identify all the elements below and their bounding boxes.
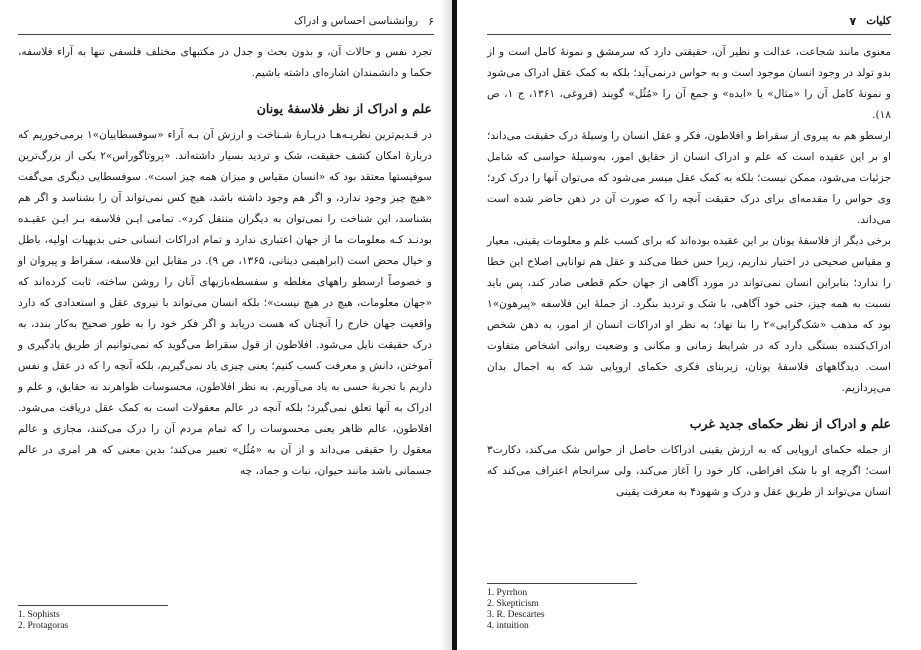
left-page (0, 0, 448, 650)
footnote: 2. Skepticism (487, 599, 539, 609)
footnotes (18, 605, 168, 632)
page-body (487, 42, 891, 503)
footnote: 1. Sophists (18, 610, 60, 620)
section-heading: علم و ادراک از نظر حکمای جدید غرب (689, 416, 891, 431)
running-header (487, 12, 891, 35)
header-title: کلیات (866, 15, 891, 27)
header-title: روانشناسی احساس و ادراک (293, 15, 419, 27)
intro-paragraph: تجرد نفس و حالات آن، و بدون بحث و جدل در مکتبهای مختلف فلسفی تنها به آراء فلاسفه، حکما و دانشمندان اشاره‌ای داشته باشیم. (18, 46, 432, 79)
body-paragraph: در قـدیم‌ترین نظریـه‌هـا دربـارهٔ شـناخت و ارزش آن بـه آراء «سوفسطاییان»۱ برمی‌خوریم که دربارهٔ امکان کشف حقیقت، شک و تردید بسیار داشته‌اند. «پروتاگوراس»۲ یکی از بزرگ‌ترین سوفیستها معتقد بود که «انسان مقیاس و میزان همه چیز است». سوفسطایی دیگری می‌گفت «هیچ چیز وجود ندارد، و اگر هم وجود داشته باشد، هیچ کس نمی‌تواند آن را بشناسد و اگر هم بشناسد، این شناخت را نمی‌توان به دیگران منتقل کرد». تمامی ایـن فلاسفه بـر ایـن عقیـده بودنـد کـه معلومات ما از جهان اعتباری ندارد و تمام ادراکات انسانی حتی بدیهیات اولیه، باطل و خیال محض است (ابراهیمی دینانی، ۱۳۶۵، ص ۹). در مقابل این فلاسفه، سقراط و پیروان او و خصوصاً ارسطو راههای مغلطه و سفسطه‌بازیهای آنان را روشن ساخته، ثابت کرده‌اند که «جهان معلومات، هیچ در هیچ نیست»؛ بلکه انسان می‌تواند با نیروی عقل و استعدادی که دارد واقعیت جهان خارج را آنچنان که هست دریابد و اگر فکر خود را به طور صحیح به‌کار بندد، به درک حقیقت نایل می‌شود. افلاطون از قول سقراط می‌گوید که نمی‌توانیم از طریق یادگیری و آموختن، دانش و معرفت کسب کنیم؛ یعنی چیزی یاد نمی‌گیریم، بلکه آنچه را که در عقل و نفس داریم با تجربهٔ حسی به یاد می‌آوریم. به نظر افلاطون، محسوسات ظواهرند نه حقایق، و علم و ادراک به آنها تعلق نمی‌گیرد؛ بلکه آنچه در عالم معقولات است به کمک عقل دریافت می‌شود. افلاطون، عالم ظاهر یعنی محسوسات را که تمام مردم آن را درک می‌کنند، مجازی و عالم معقول را حقیقی می‌داند و از آن به «مُثُل» تعبیر می‌کند؛ بدین معنی که هر امری در عالم جسمانی باشد مانند حیوان، نبات و جماد، چه (18, 129, 432, 477)
footnote: 1. Pyrrhon (487, 588, 528, 598)
page-number: ۷ (849, 14, 857, 28)
page-body (18, 42, 432, 482)
footnote: 3. R. Descartes (487, 610, 545, 620)
body-paragraph: معنوی مانند شجاعت، عدالت و نظیر آن، حقیقتی دارد که سرمشق و نمونهٔ کامل است و از بدو تولد در وجود انسان موجود است و به حواس درنمی‌آید؛ بلکه به کمک عقل ادراک می‌شود و نمونهٔ کامل آن را «مثال» یا «ایده» و جمع آن را «مُثُل» گویند (فروغی، ۱۳۶۱، ج ۱، ص ۱۸). (487, 46, 891, 121)
section-heading: علم و ادراک از نظر فلاسفهٔ یونان (256, 101, 432, 116)
right-page (467, 0, 921, 650)
gutter-shadow (440, 0, 452, 650)
body-paragraph: از جمله حکمای اروپایی که به ارزش یقینی ادراکات حاصل از حواس شک می‌کند، دکارت۳ است؛ اگرچه او با شک افراطی، کار خود را آغاز می‌کند، ولی سرانجام اعتراف می‌کند که انسان می‌تواند از طریق عقل و درک و شهود۴ به معرفت یقینی (487, 444, 891, 498)
running-header (18, 12, 434, 35)
page-number: ۶ (428, 14, 434, 28)
footnote: 2. Protagoras (18, 621, 69, 631)
body-paragraph: برخی دیگر از فلاسفهٔ یونان بر این عقیده بوده‌اند که برای کسب علم و معلومات یقینی، معیار و مقیاس صحیحی در اختیار نداریم، زیرا حس خطا می‌کند و عقل هم توانایی اصلاح این خطا را ندارد؛ بنابراین انسان نمی‌تواند در مورد آگاهی از جهان حکم قطعی صادر کند، پس باید نسبت به همه چیز، حتی خود آگاهی، با شک و تردید بنگرد. از جملهٔ این فلاسفه «پیرهون»۱ بود که مذهب «شک‌گرایی»۲ را بنا نهاد؛ به نظر او ادراکات انسان از امور، به ذهن شخص ادراک‌کننده بستگی دارد که در شرایط زمانی و مکانی و وضعیت روانی اشخاص متفاوت است. دیدگاههای فلاسفهٔ یونان، زیربنای فکری حکمای اروپایی شد که به اجمال بدان می‌پردازیم. (487, 235, 892, 394)
footnotes (487, 583, 637, 632)
body-paragraph: ارسطو هم به پیروی از سقراط و افلاطون، فکر و عقل انسان را وسیلهٔ درک حقیقت می‌داند؛ او بر این عقیده است که علم و ادراک انسان از حقایق امور، به‌وسیلهٔ حواسی که شامل جزئیات می‌شود، ممکن نیست؛ بلکه به کمک عقل میسر می‌شود که می‌توان آنها را درک کرد؛ وی حواس را مقدمه‌ای برای درک حقیقت آنچه را که صورت آن در ذهن حاضر شده است می‌داند. (487, 130, 891, 226)
footnote: 4. intuition (487, 621, 529, 631)
book-gutter (452, 0, 457, 650)
